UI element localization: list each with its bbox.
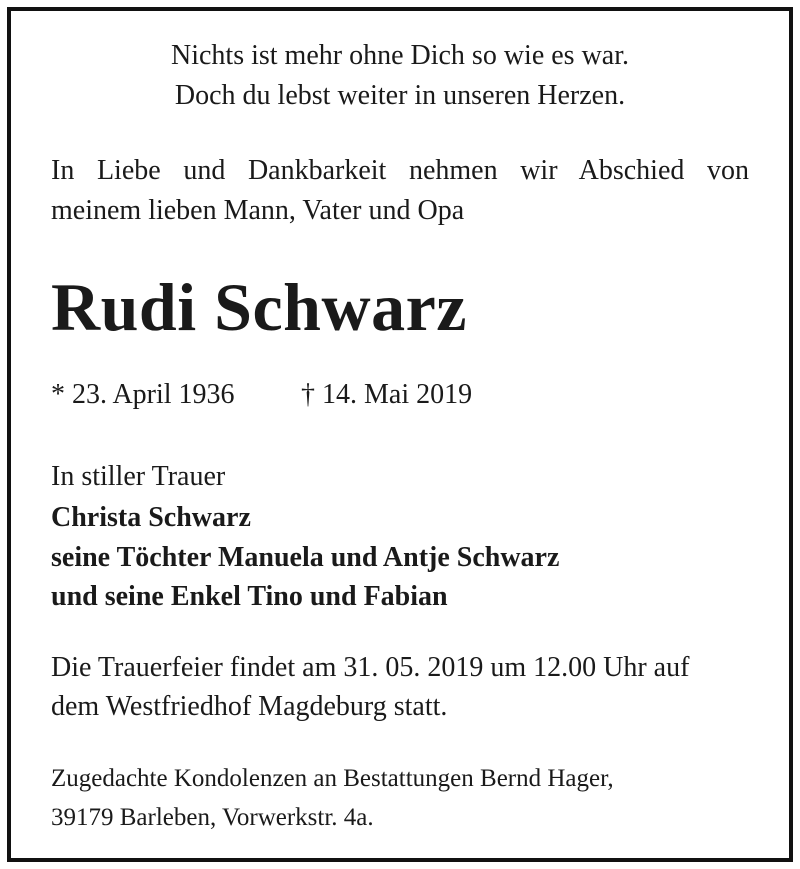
mourners-heading: In stiller Trauer xyxy=(51,461,226,492)
birth-date: * 23. April 1936 xyxy=(51,379,235,410)
deceased-name: Rudi Schwarz xyxy=(51,269,467,345)
condolence-line-2: 39179 Barleben, Vorwerkstr. 4a. xyxy=(51,804,374,831)
motto-line-2: Doch du lebst weiter in unseren Herzen. xyxy=(174,80,626,111)
intro-line-1: In Liebe und Dankbarkeit nehmen wir Abschied von xyxy=(51,155,749,186)
mourner-line-1: Christa Schwarz xyxy=(51,502,251,533)
ceremony-line-2: dem Westfriedhof Magdeburg statt. xyxy=(51,691,448,722)
life-dates xyxy=(51,378,749,412)
motto-line-1: Nichts ist mehr ohne Dich so wie es war. xyxy=(170,40,630,71)
condolence-line-1: Zugedachte Kondolenzen an Bestattungen Bernd Hager, xyxy=(51,765,614,792)
mourner-line-3: und seine Enkel Tino und Fabian xyxy=(51,581,448,612)
intro-line-2: meinem lieben Mann, Vater und Opa xyxy=(51,195,465,226)
death-date: † 14. Mai 2019 xyxy=(301,379,473,410)
mourner-line-2: seine Töchter Manuela und Antje Schwarz xyxy=(51,542,560,573)
obituary-frame xyxy=(7,7,793,862)
ceremony-line-1: Die Trauerfeier findet am 31. 05. 2019 um 12.00 Uhr auf xyxy=(51,652,690,683)
